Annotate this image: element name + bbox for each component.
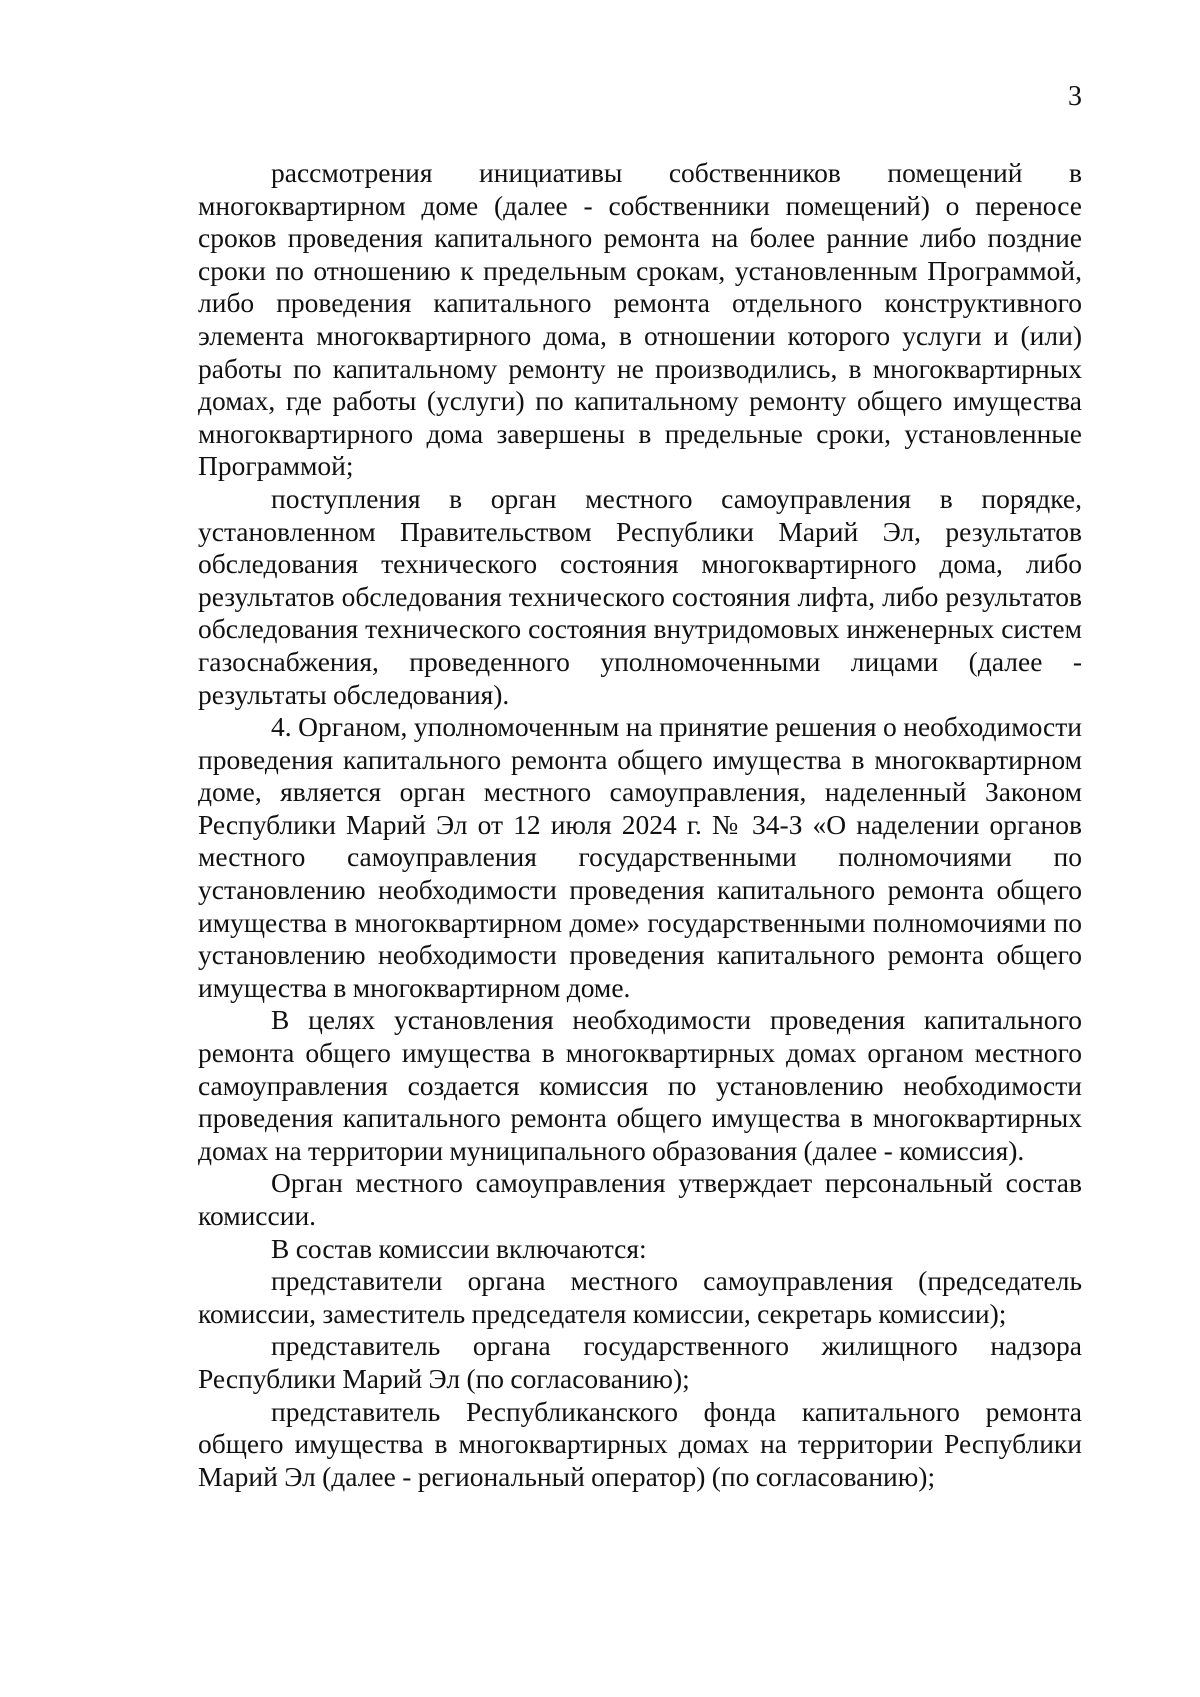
paragraph-inspection-results: поступления в орган местного самоуправления в порядке, установленном Правительством Республики Марий Эл, результатов обследования технического состояния многоквартирного дома, либо результатов обследования технического состояния лифта, либо результатов обследования технического состояния внутридомовых инженерных систем газоснабжения, проведенного уполномоченными лицами (далее - результаты обследования). [198,482,1082,710]
paragraph-initiative: рассмотрения инициативы собственников помещений в многоквартирном доме (далее - собственники помещений) о переносе сроков проведения капитального ремонта на более ранние либо поздние сроки по отношению к предельным срокам, установленным Программой, либо проведения капитального ремонта отдельного конструктивного элемента многоквартирного дома, в отношении которого услуги и (или) работы по капитальному ремонту не производились, в многоквартирных домах, где работы (услуги) по капитальному ремонту общего имущества многоквартирного дома завершены в предельные сроки, установленные Программой; [198,157,1082,482]
paragraph-commission-creation: В целях установления необходимости проведения капитального ремонта общего имущества в многоквартирных домах органом местного самоуправления создается комиссия по установлению необходимости проведения капитального ремонта общего имущества в многоквартирных домах на территории муниципального образования (далее - комиссия). [198,1004,1082,1166]
page-number: 3 [1068,81,1082,112]
list-item-regional-operator-representative: представитель Республиканского фонда капитального ремонта общего имущества в многоквартирных домах на территории Республики Марий Эл (далее - региональный оператор) (по согласованию); [198,1395,1082,1492]
document-body [198,157,1082,1493]
paragraph-authorized-body: 4. Органом, уполномоченным на принятие решения о необходимости проведения капитального ремонта общего имущества в многоквартирном доме, является орган местного самоуправления, наделенный Законом Республики Марий Эл от 12 июля 2024 г. № 34-З «О наделении органов местного самоуправления государственными полномочиями по установлению необходимости проведения капитального ремонта общего имущества в многоквартирном доме» государственными полномочиями по установлению необходимости проведения капитального ремонта общего имущества в многоквартирном доме. [198,711,1082,1003]
paragraph-commission-members-intro: В состав комиссии включаются: [271,1232,647,1264]
paragraph-commission-approval: Орган местного самоуправления утверждает персональный состав комиссии. [198,1167,1082,1231]
list-item-housing-supervision-representative: представитель органа государственного жилищного надзора Республики Марий Эл (по согласованию); [198,1330,1082,1394]
list-item-local-government-representatives: представители органа местного самоуправления (председатель комиссии, заместитель председателя комиссии, секретарь комиссии); [198,1265,1082,1329]
